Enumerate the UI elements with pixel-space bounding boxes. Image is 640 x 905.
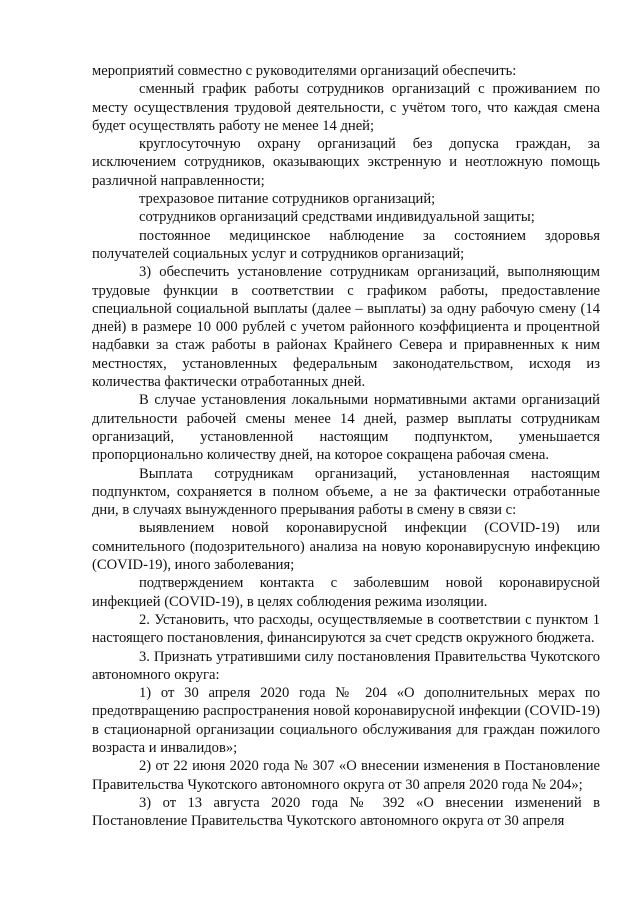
paragraph-9: Выплата сотрудникам организаций, установленная настоящим подпунктом, сохраняется в полном объеме, а не за фактически отработанные дни, в случаях вынужденного прерывания работы в смену в связи с:	[92, 465, 600, 519]
paragraph-5: сотрудников организаций средствами индивидуальной защиты;	[139, 209, 535, 226]
paragraph-1: мероприятий совместно с руководителями организаций обеспечить:	[92, 63, 517, 79]
paragraph-8: В случае установления локальными нормативными актами организаций длительности рабочей смены менее 14 дней, размер выплаты сотрудникам организаций, установленной настоящим подпунктом, уменьшается пропорционально количеству дней, на которое сокращена рабочая смена.	[92, 392, 600, 464]
paragraph-16: 3) от 13 августа 2020 года № 392 «О внесении изменений в Постановление Правительства Чукотского автономного округа от 30 апреля	[92, 794, 600, 830]
paragraph-6: постоянное медицинское наблюдение за состоянием здоровья получателей социальных услуг и сотрудников организаций;	[92, 227, 600, 262]
paragraph-2: сменный график работы сотрудников организаций с проживанием по месту осуществления трудовой деятельности, с учётом того, что каждая смена будет осуществлять работу не менее 14 дней;	[92, 81, 600, 134]
paragraph-13: 3. Признать утратившими силу постановления Правительства Чукотского автономного округа:	[92, 648, 600, 683]
paragraph-7: 3) обеспечить установление сотрудникам организаций, выполняющим трудовые функции в соответствии с графиком работы, предоставление специальной социальной выплаты (далее – выплаты) за одну рабочую смену (14 дней) в размере 10 000 рублей с учетом районного коэффициента и процентной надбавки за стаж работы в районах Крайнего Севера и приравненных к ним местностях, установленных федеральным законодательством, исходя из количества фактически отработанных дней.	[92, 264, 600, 391]
paragraph-3: круглосуточную охрану организаций без допуска граждан, за исключением сотрудников, оказывающих экстренную и неотложную помощь различной направленности;	[92, 136, 600, 189]
paragraph-11: подтверждением контакта с заболевшим новой коронавирусной инфекцией (COVID-19), в целях соблюдения режима изоляции.	[92, 575, 600, 610]
paragraph-12: 2. Установить, что расходы, осуществляемые в соответствии с пунктом 1 настоящего постановления, финансируются за счет средств окружного бюджета.	[92, 611, 600, 647]
document-page	[92, 62, 600, 830]
paragraph-10: выявлением новой коронавирусной инфекции (COVID-19) или сомнительного (подозрительного) анализа на новую коронавирусную инфекцию (COVID-19), иного заболевания;	[92, 520, 600, 574]
paragraph-4: трехразовое питание сотрудников организаций;	[139, 191, 436, 208]
paragraph-14: 1) от 30 апреля 2020 года № 204 «О дополнительных мерах по предотвращению распространения новой коронавирусной инфекции (COVID-19) в стационарной организации социального обслуживания для граждан пожилого возраста и инвалидов»;	[92, 685, 600, 756]
paragraph-15: 2) от 22 июня 2020 года № 307 «О внесении изменения в Постановление Правительства Чукотского автономного округа от 30 апреля 2020 года № 204»;	[92, 758, 600, 793]
